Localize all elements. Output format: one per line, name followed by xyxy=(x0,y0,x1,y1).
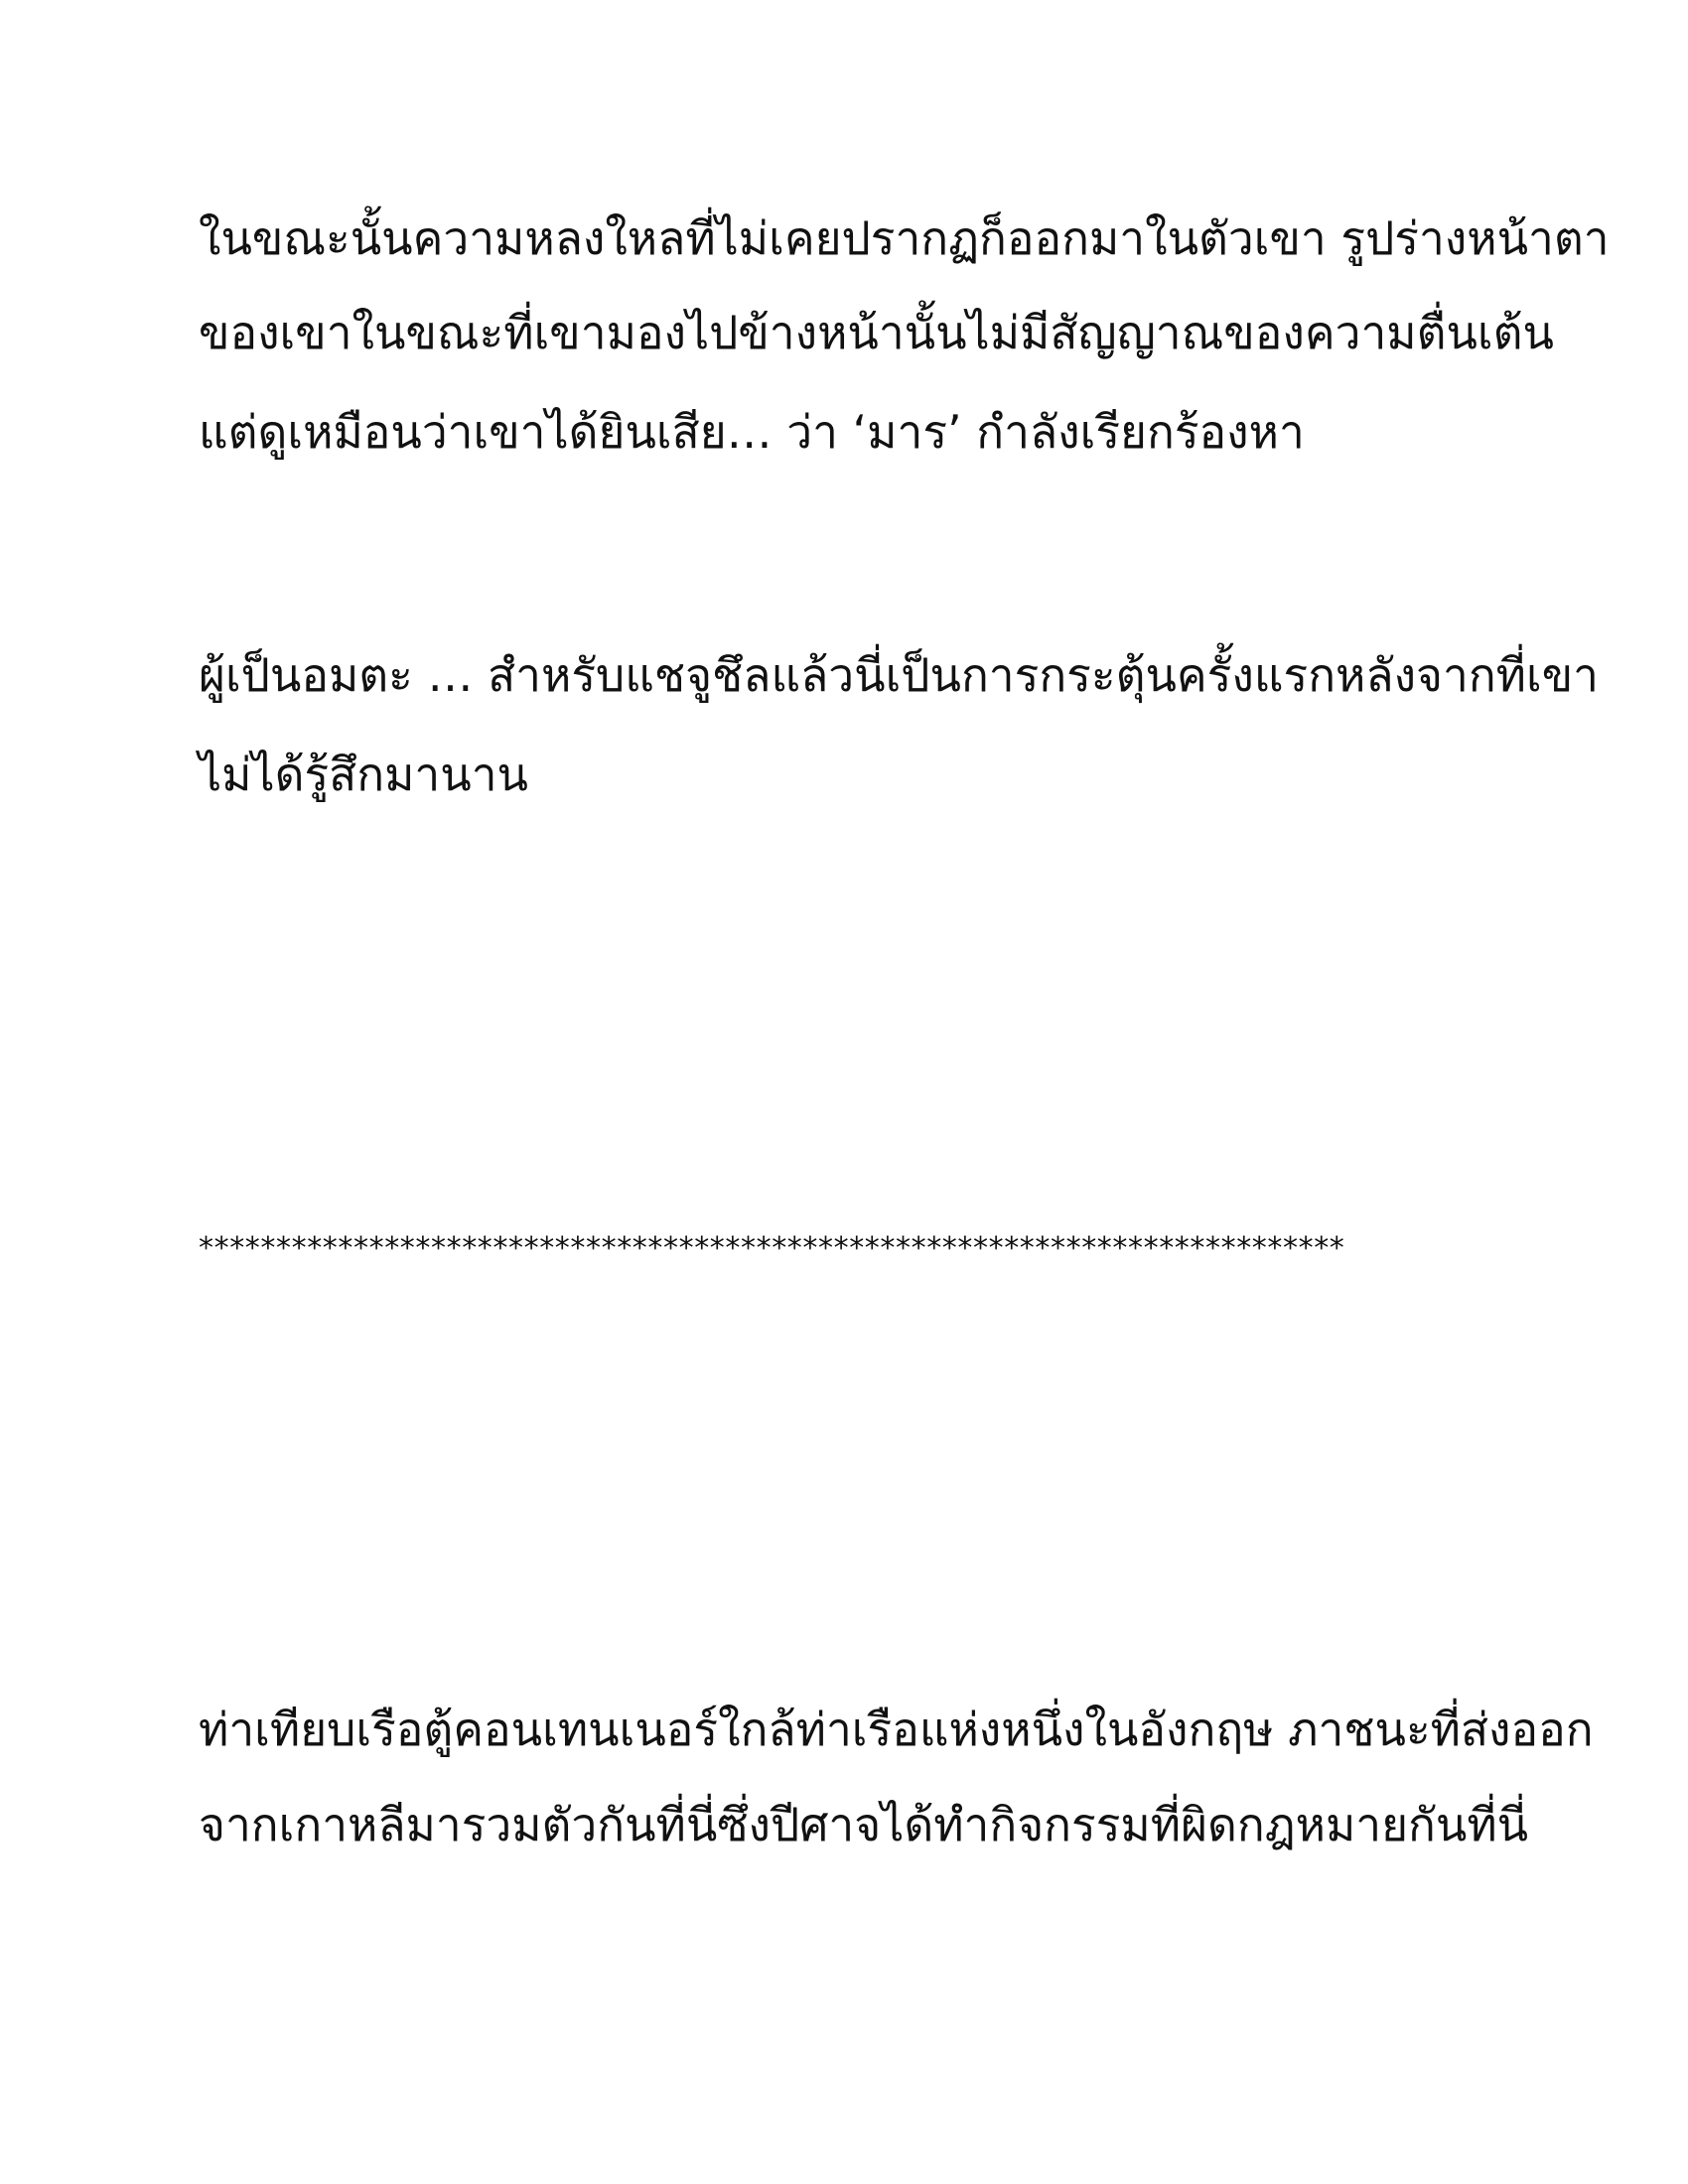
paragraph-2-line-2: ไม่ได้รู้สึกมานาน xyxy=(199,748,528,801)
section-divider: ************************************************************************** xyxy=(199,1231,1345,1266)
paragraph-1-line-2: ของเขาในขณะที่เขามองไปข้างหน้านั้นไม่มีสัญญาณของความตื่นเต้น xyxy=(199,306,1554,359)
paragraph-1-line-1: ในขณะนั้นความหลงใหลที่ไม่เคยปรากฏก็ออกมาในตัวเขา รูปร่างหน้าตา xyxy=(199,211,1610,265)
paragraph-2-line-1: ผู้เป็นอมตะ … สำหรับแชจูชึลแล้วนี่เป็นการกระตุ้นครั้งแรกหลังจากที่เขา xyxy=(199,648,1599,702)
paragraph-3-line-2: จากเกาหลีมารวมตัวกันที่นี่ซึ่งปีศาจได้ทำกิจกรรมที่ผิดกฎหมายกันที่นี่ xyxy=(199,1798,1529,1851)
paragraph-1-line-3: แต่ดูเหมือนว่าเขาได้ยินเสีย… ว่า ‘มาร’ กำลังเรียกร้องหา xyxy=(199,405,1305,459)
paragraph-3-line-1: ท่าเทียบเรือตู้คอนเทนเนอร์ใกล้ท่าเรือแห่งหนึ่งในอังกฤษ ภาชนะที่ส่งออก xyxy=(199,1703,1594,1756)
